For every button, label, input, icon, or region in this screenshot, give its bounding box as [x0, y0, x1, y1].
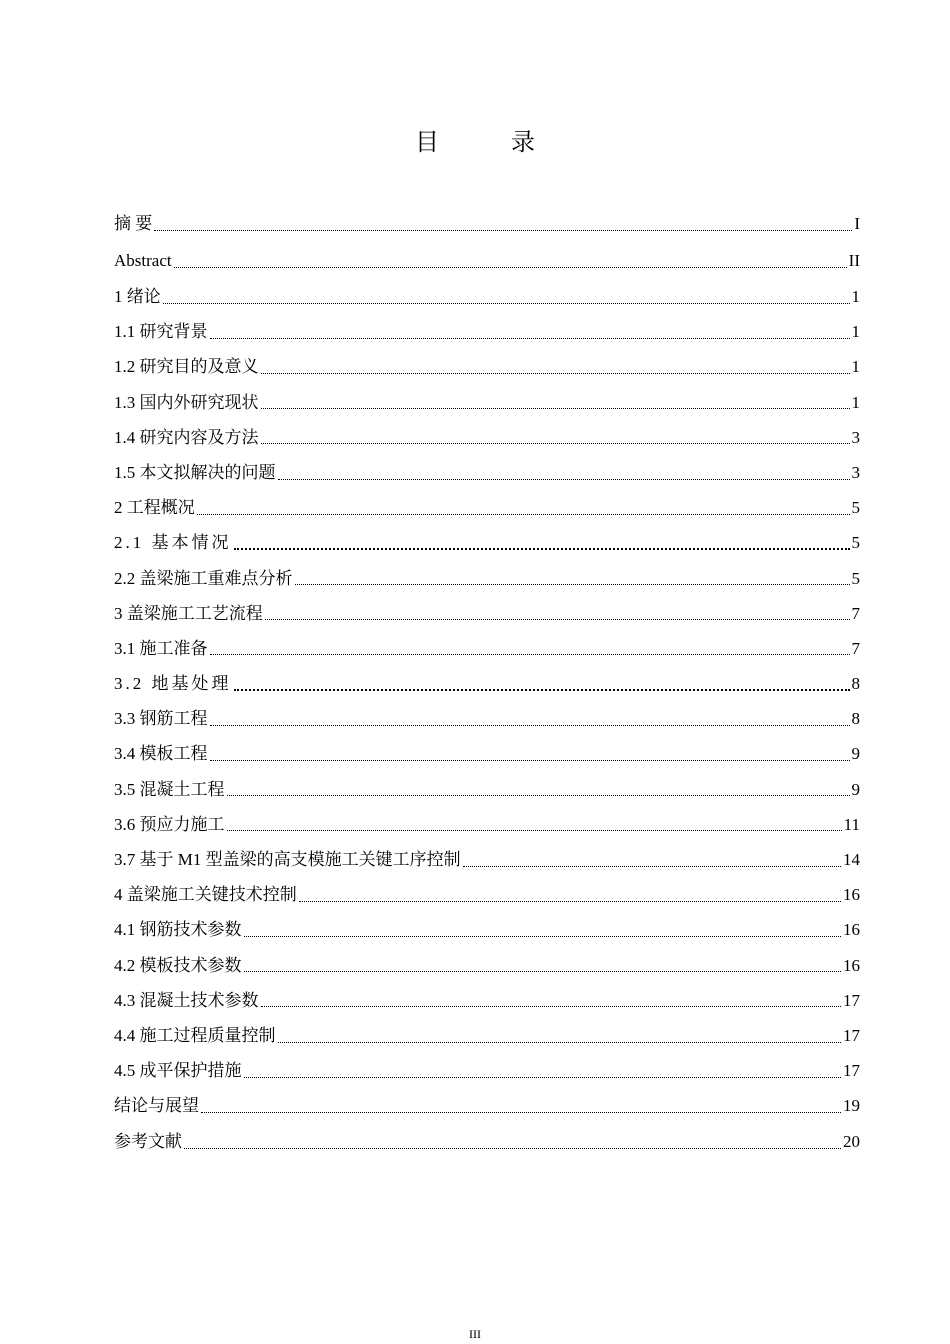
toc-entry-page: 7 — [851, 603, 860, 623]
toc-entry-title: 3.3 钢筋工程 — [114, 709, 208, 729]
toc-leader — [201, 1111, 841, 1113]
toc-entry-title: 2 工程概况 — [114, 498, 195, 518]
toc-entry-page: 5 — [851, 533, 860, 553]
toc-entry[interactable] — [114, 736, 860, 771]
toc-leader — [210, 337, 850, 339]
toc-leader — [244, 970, 842, 972]
toc-leader — [278, 1041, 842, 1043]
toc-leader — [261, 1005, 842, 1007]
toc-entry-title: 4.1 钢筋技术参数 — [114, 920, 242, 940]
toc-entry[interactable] — [114, 279, 860, 314]
toc-entry-title: 1 绪论 — [114, 287, 161, 306]
toc-entry-page: 5 — [851, 568, 860, 588]
toc-entry-title: 3.7 基于 M1 型盖梁的高支模施工关键工序控制 — [114, 850, 461, 869]
toc-entry-title: 结论与展望 — [114, 1096, 199, 1116]
toc-entry-page: 17 — [843, 1025, 860, 1045]
toc-entry-title: 3.6 预应力施工 — [114, 814, 225, 834]
toc-leader — [154, 229, 852, 231]
toc-leader — [210, 759, 850, 761]
page-title: 目 录 — [415, 128, 559, 156]
toc-entry[interactable] — [114, 596, 860, 631]
toc-leader — [295, 583, 850, 585]
toc-entry-title: 3 盖梁施工工艺流程 — [114, 603, 263, 623]
toc-leader — [227, 794, 850, 796]
toc-entry[interactable] — [114, 561, 860, 596]
toc-leader — [278, 478, 850, 480]
toc-entry[interactable] — [114, 385, 860, 420]
toc-entry[interactable] — [114, 912, 860, 947]
toc-entry[interactable] — [114, 455, 860, 490]
toc-entry-title: 2.1 基本情况 — [114, 533, 232, 553]
toc-entry-title: 3.5 混凝土工程 — [114, 779, 225, 799]
toc-leader — [184, 1147, 841, 1149]
toc-entry-title: 4 盖梁施工关键技术控制 — [114, 885, 297, 905]
toc-entry-title: 1.5 本文拟解决的问题 — [114, 462, 276, 482]
toc-entry[interactable] — [114, 701, 860, 736]
toc-entry[interactable] — [114, 772, 860, 807]
toc-entry[interactable] — [114, 1053, 860, 1088]
toc-leader — [163, 302, 850, 304]
toc-entry[interactable] — [114, 349, 860, 384]
toc-entry[interactable] — [114, 314, 860, 349]
toc-entry-title: 3.2 地基处理 — [114, 674, 232, 694]
toc-entry[interactable] — [114, 525, 860, 560]
toc-entry[interactable] — [114, 877, 860, 912]
toc-leader — [261, 442, 850, 444]
toc-entry-title: 摘 要 — [114, 214, 153, 233]
toc-entry-page: 5 — [851, 498, 860, 518]
toc-entry[interactable] — [114, 631, 860, 666]
toc-entry-page: 7 — [851, 638, 860, 658]
toc-entry-title: 2.2 盖梁施工重难点分析 — [114, 568, 293, 588]
toc-leader — [261, 372, 850, 374]
toc-entry-page: 17 — [843, 990, 860, 1010]
toc-leader — [210, 724, 850, 726]
toc-leader — [244, 935, 842, 937]
table-of-contents — [114, 205, 860, 1160]
toc-entry-page: 16 — [843, 885, 860, 905]
toc-leader — [244, 1076, 842, 1078]
toc-entry-page: 1 — [851, 392, 860, 412]
toc-entry-page: 8 — [851, 709, 860, 729]
toc-entry-page: 1 — [851, 357, 860, 377]
toc-entry-title: 1.1 研究背景 — [114, 322, 208, 342]
toc-entry[interactable] — [114, 807, 860, 842]
toc-entry-page: 1 — [851, 322, 860, 342]
toc-leader — [463, 865, 841, 867]
page-number: III — [469, 1327, 481, 1341]
toc-entry-page: I — [854, 214, 860, 233]
toc-entry[interactable] — [114, 983, 860, 1018]
toc-leader — [265, 618, 850, 620]
toc-entry[interactable] — [114, 948, 860, 983]
toc-entry-title: 4.5 成平保护措施 — [114, 1061, 242, 1081]
toc-leader — [234, 688, 850, 691]
toc-entry-page: 1 — [851, 287, 860, 306]
toc-entry-title: 参考文献 — [114, 1131, 182, 1151]
toc-entry[interactable] — [114, 842, 860, 877]
toc-leader — [174, 266, 847, 268]
toc-entry[interactable] — [114, 1018, 860, 1053]
toc-entry-title: 1.4 研究内容及方法 — [114, 427, 259, 447]
toc-entry-page: 11 — [843, 814, 860, 834]
toc-entry-page: 9 — [851, 779, 860, 799]
toc-entry-title: 4.3 混凝土技术参数 — [114, 990, 259, 1010]
toc-entry-title: 1.3 国内外研究现状 — [114, 392, 259, 412]
toc-leader — [227, 829, 842, 831]
toc-entry-page: 16 — [843, 955, 860, 975]
toc-entry-page: 14 — [843, 850, 860, 869]
toc-entry-page: 16 — [843, 920, 860, 940]
toc-entry-title: Abstract — [114, 251, 172, 270]
toc-entry-title: 1.2 研究目的及意义 — [114, 357, 259, 377]
toc-entry[interactable] — [114, 243, 860, 279]
toc-leader — [261, 407, 850, 409]
toc-entry[interactable] — [114, 666, 860, 701]
toc-entry-title: 4.4 施工过程质量控制 — [114, 1025, 276, 1045]
toc-leader — [299, 900, 841, 902]
toc-leader — [234, 547, 850, 550]
toc-entry[interactable] — [114, 420, 860, 455]
toc-entry[interactable] — [114, 1088, 860, 1123]
toc-leader — [197, 513, 850, 515]
toc-entry[interactable] — [114, 1124, 860, 1160]
toc-entry-title: 3.1 施工准备 — [114, 638, 208, 658]
toc-entry-page: 20 — [843, 1131, 860, 1151]
toc-entry-page: 3 — [851, 462, 860, 482]
toc-entry-page: 17 — [843, 1061, 860, 1081]
toc-entry-page: 3 — [851, 427, 860, 447]
toc-entry-page: 19 — [843, 1096, 860, 1116]
toc-entry[interactable] — [114, 205, 860, 243]
toc-entry-page: II — [848, 251, 860, 270]
toc-entry-page: 9 — [851, 744, 860, 764]
toc-entry-title: 4.2 模板技术参数 — [114, 955, 242, 975]
toc-entry-page: 8 — [851, 674, 860, 694]
toc-leader — [210, 653, 850, 655]
toc-entry[interactable] — [114, 490, 860, 525]
toc-entry-title: 3.4 模板工程 — [114, 744, 208, 764]
